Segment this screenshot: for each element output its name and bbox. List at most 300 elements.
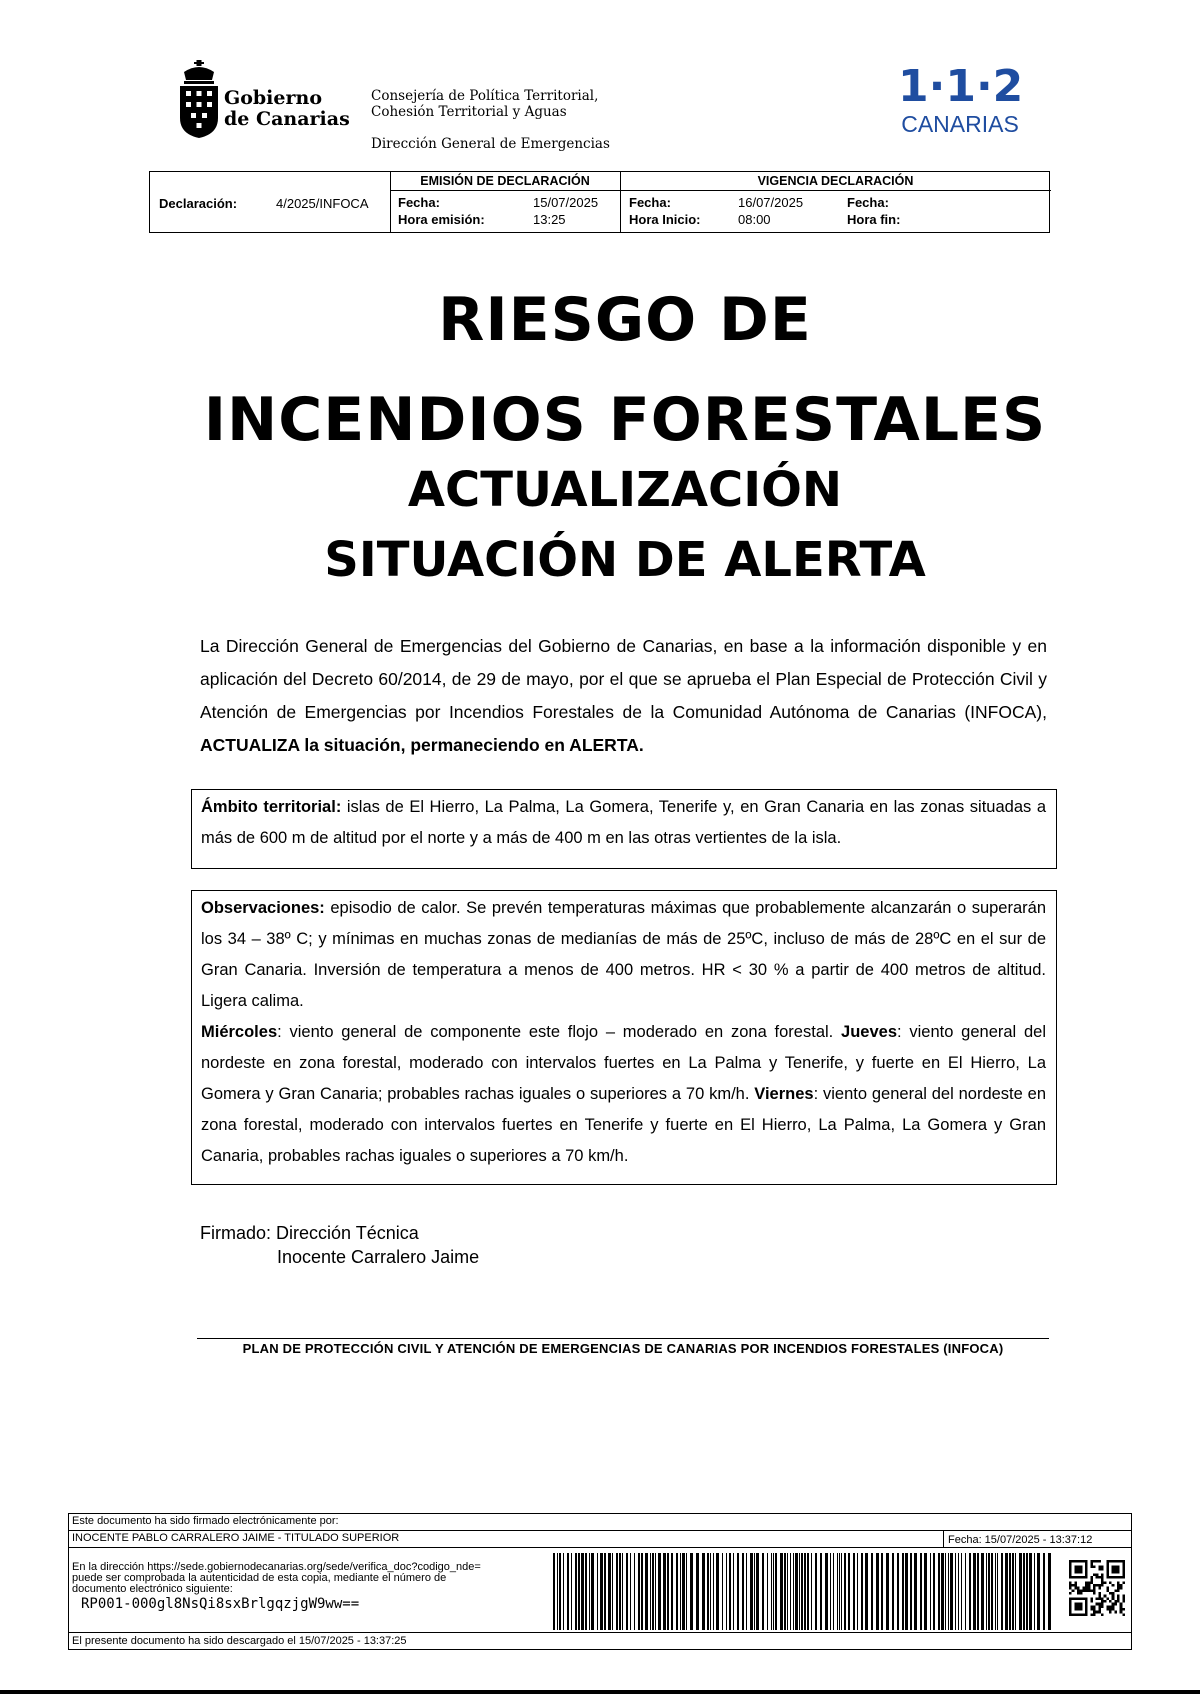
qr-module: [1088, 1581, 1091, 1584]
barcode-bar: [920, 1553, 922, 1630]
barcode-bar: [1026, 1553, 1028, 1630]
qr-module: [1093, 1611, 1096, 1614]
qr-module: [1096, 1576, 1099, 1579]
qr-module: [1090, 1565, 1093, 1568]
qr-module: [1074, 1587, 1077, 1590]
intro-paragraph: [200, 630, 1047, 762]
firmado-line2: Inocente Carralero Jaime: [277, 1247, 480, 1267]
barcode-image: [553, 1553, 1053, 1630]
barcode-bar: [1012, 1553, 1014, 1630]
qr-module: [1093, 1573, 1096, 1576]
barcode-bar: [733, 1553, 734, 1630]
main-title: [0, 270, 1200, 470]
qr-module: [1114, 1589, 1117, 1592]
qr-module: [1106, 1589, 1109, 1592]
main-title-line1: RIESGO DE: [438, 285, 812, 355]
sig-divider: [69, 1547, 1131, 1548]
downloaded-note: El presente documento ha sido descargado el 15/07/2025 - 13:37:25: [72, 1635, 407, 1647]
barcode-bar: [807, 1553, 809, 1630]
logo-112-number: 1·1·2: [898, 61, 1024, 112]
qr-module: [1106, 1605, 1109, 1608]
barcode-bar: [557, 1553, 558, 1630]
barcode-bar: [622, 1553, 623, 1630]
barcode-bar: [1043, 1553, 1045, 1630]
intro-bold: ACTUALIZA la situación, permaneciendo en ALERTA.: [200, 735, 644, 755]
qr-module: [1101, 1600, 1104, 1603]
declaration-value: 4/2025/INFOCA: [276, 196, 369, 211]
qr-module: [1112, 1605, 1115, 1608]
barcode-bar: [773, 1553, 774, 1630]
barcode-bar: [857, 1553, 858, 1630]
qr-module: [1109, 1605, 1112, 1608]
qr-module: [1074, 1603, 1082, 1611]
barcode-bar: [902, 1553, 904, 1630]
qr-module: [1088, 1584, 1091, 1587]
signed-by-label: Este documento ha sido firmado electrónicamente por:: [72, 1515, 339, 1527]
barcode-bar: [969, 1553, 971, 1630]
barcode-bar: [1034, 1553, 1035, 1630]
subtitle-line2: SITUACIÓN DE ALERTA: [324, 532, 926, 588]
qr-module: [1090, 1589, 1093, 1592]
qr-module: [1093, 1587, 1096, 1590]
qr-module: [1120, 1587, 1123, 1590]
qr-module: [1117, 1600, 1120, 1603]
barcode-bar: [722, 1553, 723, 1630]
qr-module: [1069, 1584, 1072, 1587]
subtitle-line1: ACTUALIZACIÓN: [407, 462, 843, 518]
qr-module: [1104, 1600, 1107, 1603]
jueves-text: : viento general del nordeste en zona forestal, moderado con intervalos fuertes en La Palma y Tenerife, y fuerte en El Hierro, La Gomera y Gran Canaria; probables rachas iguales o superiores a 70 km/h.: [201, 1023, 1047, 1103]
firmado-line1: Firmado: Dirección Técnica: [200, 1223, 419, 1243]
barcode-bar: [841, 1553, 842, 1630]
barcode-bar: [945, 1553, 946, 1630]
qr-module: [1104, 1595, 1107, 1598]
barcode-bar: [750, 1553, 753, 1630]
barcode-bar: [762, 1553, 764, 1630]
barcode-bar: [973, 1553, 976, 1630]
qr-module: [1101, 1584, 1104, 1587]
barcode-bar: [600, 1553, 603, 1630]
barcode-bar: [737, 1553, 739, 1630]
barcode-bar: [690, 1553, 693, 1630]
qr-module: [1117, 1595, 1120, 1598]
consejeria: [371, 88, 598, 120]
qr-module: [1109, 1608, 1112, 1611]
emission-time-label: Hora emisión:: [398, 212, 485, 227]
qr-module: [1082, 1587, 1085, 1590]
qr-module: [1098, 1565, 1101, 1568]
qr-module: [1069, 1587, 1072, 1590]
barcode-bar: [986, 1553, 987, 1630]
qr-module: [1101, 1565, 1104, 1568]
barcode-bar: [585, 1553, 587, 1630]
ambito-box: [191, 789, 1057, 869]
barcode-bar: [897, 1553, 899, 1630]
qr-module: [1077, 1587, 1080, 1590]
verify-line2: puede ser comprobada la autenticidad de esta copia, mediante el número de: [72, 1572, 447, 1584]
qr-module: [1114, 1603, 1117, 1606]
qr-module: [1101, 1605, 1104, 1608]
observaciones-paragraph: [201, 893, 1046, 1017]
qr-module: [1122, 1581, 1125, 1584]
qr-module: [1093, 1560, 1096, 1563]
qr-module: [1109, 1592, 1112, 1595]
qr-module: [1112, 1597, 1115, 1600]
observaciones-label: Observaciones:: [201, 899, 325, 917]
main-title-line2: INCENDIOS FORESTALES: [203, 385, 1047, 455]
barcode-bar: [825, 1553, 828, 1630]
barcode-bar: [886, 1553, 889, 1630]
barcode-bar: [933, 1553, 935, 1630]
qr-module: [1090, 1560, 1093, 1563]
verify-line3: documento electrónico siguiente:: [72, 1583, 233, 1595]
qr-module: [1101, 1568, 1104, 1571]
qr-module: [1093, 1589, 1096, 1592]
qr-module: [1098, 1597, 1101, 1600]
barcode-bar: [710, 1553, 711, 1630]
plan-footer: PLAN DE PROTECCIÓN CIVIL Y ATENCIÓN DE EMERGENCIAS DE CANARIAS POR INCENDIOS FORESTALES (INFOCA): [242, 1341, 1004, 1356]
barcode-bar: [604, 1553, 606, 1630]
barcode-bar: [995, 1553, 996, 1630]
barcode-bar: [958, 1553, 959, 1630]
barcode-bar: [820, 1553, 822, 1630]
barcode-bar: [559, 1553, 561, 1630]
barcode-bar: [597, 1553, 598, 1630]
sig-divider: [69, 1632, 1131, 1633]
barcode-bar: [645, 1553, 648, 1630]
qr-module: [1114, 1600, 1117, 1603]
qr-module: [1114, 1611, 1117, 1614]
emission-time: 13:25: [533, 212, 566, 227]
qr-module: [1093, 1592, 1096, 1595]
intro-text: La Dirección General de Emergencias del Gobierno de Canarias, en base a la información disponible y en aplicación del Decreto 60/2014, de 29 de mayo, por el que se aprueba el Plan Especial de Protección Civil y Atención de Emergencias por Incendios Forestales de la Comunidad Autónoma de Canarias (INFOCA),: [200, 636, 1047, 722]
barcode-bar: [626, 1553, 628, 1630]
qr-module: [1098, 1584, 1101, 1587]
barcode-bar: [948, 1553, 949, 1630]
barcode-bar: [865, 1553, 868, 1630]
qr-module: [1117, 1597, 1120, 1600]
barcode-bar: [1023, 1553, 1025, 1630]
barcode-bar: [1005, 1553, 1008, 1630]
qr-module: [1093, 1613, 1096, 1616]
logo-112-text: CANARIAS: [901, 111, 1019, 137]
qr-module: [1098, 1605, 1101, 1608]
barcode-bar: [771, 1553, 772, 1630]
consejeria-line2: Cohesión Territorial y Aguas: [371, 104, 567, 120]
barcode-bar: [756, 1553, 759, 1630]
signature-block: [200, 1221, 479, 1269]
gobierno-logo-text: [224, 88, 350, 130]
barcode-bar: [1048, 1553, 1051, 1630]
barcode-bar: [608, 1553, 611, 1630]
barcode-bar: [1037, 1553, 1040, 1630]
barcode-bar: [726, 1553, 727, 1630]
qr-module: [1122, 1600, 1125, 1603]
qr-module: [1090, 1605, 1093, 1608]
footer-divider: [197, 1338, 1049, 1339]
barcode-bar: [696, 1553, 699, 1630]
barcode-bar: [961, 1553, 962, 1630]
qr-module: [1117, 1589, 1120, 1592]
barcode-bar: [663, 1553, 666, 1630]
barcode-bar: [650, 1553, 651, 1630]
barcode-bar: [830, 1553, 831, 1630]
qr-module: [1098, 1576, 1101, 1579]
qr-module: [1090, 1581, 1093, 1584]
barcode-bar: [680, 1553, 681, 1630]
qr-module: [1104, 1581, 1107, 1584]
qr-module: [1101, 1603, 1104, 1606]
start-time-label: Hora Inicio:: [629, 212, 701, 227]
gobierno-line1: Gobierno: [224, 87, 322, 109]
qr-module: [1093, 1605, 1096, 1608]
barcode-bar: [612, 1553, 613, 1630]
sig-divider: [943, 1530, 944, 1547]
qr-module: [1072, 1584, 1075, 1587]
logo-112: [898, 62, 1022, 136]
qr-module: [1090, 1576, 1093, 1579]
qr-module: [1085, 1587, 1088, 1590]
qr-module: [1122, 1595, 1125, 1598]
qr-module: [1093, 1608, 1096, 1611]
barcode-bar: [991, 1553, 993, 1630]
barcode-bar: [839, 1553, 840, 1630]
emission-date-label: Fecha:: [398, 195, 440, 210]
ambito-text: islas de El Hierro, La Palma, La Gomera, Tenerife y, en Gran Canaria en las zonas situadas a más de 600 m de altitud por el norte y a más de 400 m en las otras vertientes de la isla.: [201, 798, 1046, 847]
qr-module: [1088, 1589, 1091, 1592]
miercoles-label: Miércoles: [201, 1023, 278, 1041]
qr-module: [1101, 1579, 1104, 1582]
miercoles-text: : viento general de componente este flojo – moderado en zona forestal.: [277, 1023, 842, 1041]
qr-module: [1120, 1608, 1123, 1611]
barcode-bar: [767, 1553, 768, 1630]
qr-module: [1106, 1597, 1109, 1600]
qr-module: [1112, 1592, 1115, 1595]
direccion-general: Dirección General de Emergencias: [371, 136, 610, 152]
barcode-bar: [591, 1553, 594, 1630]
qr-module: [1101, 1573, 1104, 1576]
qr-module: [1096, 1611, 1099, 1614]
consejeria-line1: Consejería de Política Territorial,: [371, 88, 599, 104]
qr-code-image: [1069, 1560, 1125, 1616]
qr-module: [1096, 1573, 1099, 1576]
barcode-bar: [938, 1553, 940, 1630]
end-date-label: Fecha:: [847, 195, 889, 210]
table-divider: [390, 190, 1051, 191]
barcode-bar: [790, 1553, 791, 1630]
qr-module: [1098, 1603, 1101, 1606]
observaciones-box: [191, 890, 1057, 1185]
gobierno-line2: de Canarias: [224, 108, 350, 130]
qr-module: [1101, 1597, 1104, 1600]
qr-module: [1098, 1560, 1101, 1563]
barcode-bar: [754, 1553, 755, 1630]
ambito-label: Ámbito territorial:: [201, 798, 342, 816]
declaration-label: Declaración:: [159, 196, 238, 211]
document-code: RP001-000gl8NsQi8sxBrlgqzjgW9ww==: [81, 1596, 360, 1612]
qr-module: [1085, 1589, 1088, 1592]
barcode-bar: [861, 1553, 863, 1630]
barcode-bar: [780, 1553, 783, 1630]
jueves-label: Jueves: [841, 1023, 897, 1041]
qr-module: [1098, 1595, 1101, 1598]
wind-forecast-paragraph: [201, 1017, 1046, 1172]
barcode-bar: [950, 1553, 953, 1630]
verify-line1: En la dirección https://sede.gobiernodecanarias.org/sede/verifica_doc?codigo_nde=: [72, 1561, 481, 1573]
qr-module: [1098, 1587, 1101, 1590]
barcode-bar: [1001, 1553, 1003, 1630]
barcode-bar: [930, 1553, 931, 1630]
qr-module: [1077, 1592, 1080, 1595]
barcode-bar: [1009, 1553, 1011, 1630]
validity-header: VIGENCIA DECLARACIÓN: [757, 174, 914, 188]
barcode-bar: [716, 1553, 719, 1630]
barcode-bar: [811, 1553, 812, 1630]
qr-module: [1074, 1581, 1077, 1584]
qr-module: [1098, 1568, 1101, 1571]
qr-module: [1096, 1584, 1099, 1587]
barcode-bar: [871, 1553, 873, 1630]
qr-module: [1112, 1595, 1115, 1598]
qr-module: [1082, 1589, 1085, 1592]
qr-module: [1101, 1581, 1104, 1584]
qr-module: [1090, 1613, 1093, 1616]
qr-module: [1090, 1600, 1093, 1603]
qr-module: [1096, 1603, 1099, 1606]
barcode-bar: [682, 1553, 685, 1630]
barcode-bar: [563, 1553, 564, 1630]
qr-module: [1120, 1603, 1123, 1606]
emission-date: 15/07/2025: [533, 195, 599, 210]
start-date: 16/07/2025: [738, 195, 804, 210]
electronic-signature-box: [68, 1513, 1132, 1650]
barcode-bar: [997, 1553, 998, 1630]
barcode-bar: [658, 1553, 661, 1630]
barcode-bar: [924, 1553, 927, 1630]
barcode-bar: [977, 1553, 979, 1630]
barcode-bar: [1019, 1553, 1022, 1630]
qr-module: [1093, 1565, 1096, 1568]
barcode-bar: [941, 1553, 944, 1630]
qr-module: [1120, 1605, 1123, 1608]
barcode-bar: [910, 1553, 912, 1630]
barcode-bar: [686, 1553, 687, 1630]
qr-module: [1109, 1581, 1112, 1584]
barcode-bar: [729, 1553, 731, 1630]
qr-module: [1098, 1611, 1101, 1614]
qr-module: [1098, 1608, 1101, 1611]
qr-module: [1085, 1584, 1088, 1587]
barcode-bar: [571, 1553, 572, 1630]
sig-divider: [69, 1530, 1131, 1531]
barcode-bar: [746, 1553, 747, 1630]
barcode-bar: [567, 1553, 569, 1630]
barcode-bar: [553, 1553, 555, 1630]
barcode-bar: [784, 1553, 786, 1630]
barcode-bar: [707, 1553, 709, 1630]
qr-module: [1106, 1587, 1109, 1590]
barcode-bar: [793, 1553, 794, 1630]
qr-module: [1080, 1589, 1083, 1592]
qr-module: [1122, 1608, 1125, 1611]
qr-module: [1090, 1597, 1093, 1600]
barcode-bar: [1029, 1553, 1032, 1630]
viernes-text: : viento general del nordeste en zona forestal, moderado con intervalos fuertes en Tenerife y fuerte en El Hierro, La Palma, La Gomera y Gran Canaria, probables rachas iguales o superiores a 70 km/h.: [201, 1085, 1046, 1165]
qr-module: [1077, 1589, 1080, 1592]
barcode-bar: [799, 1553, 800, 1630]
barcode-bar: [641, 1553, 643, 1630]
barcode-bar: [981, 1553, 984, 1630]
qr-module: [1069, 1581, 1072, 1584]
qr-module: [1112, 1603, 1115, 1606]
start-time: 08:00: [738, 212, 771, 227]
qr-module: [1074, 1565, 1082, 1573]
barcode-bar: [801, 1553, 803, 1630]
qr-module: [1085, 1581, 1088, 1584]
barcode-bar: [815, 1553, 817, 1630]
qr-module: [1101, 1576, 1104, 1579]
qr-module: [1122, 1597, 1125, 1600]
qr-module: [1112, 1608, 1115, 1611]
qr-module: [1122, 1613, 1125, 1616]
declaration-table: [149, 171, 1050, 233]
qr-module: [1120, 1584, 1123, 1587]
qr-module: [1069, 1592, 1072, 1595]
barcode-bar: [892, 1553, 894, 1630]
barcode-bar: [589, 1553, 590, 1630]
barcode-bar: [775, 1553, 777, 1630]
barcode-bar: [676, 1553, 678, 1630]
qr-module: [1120, 1611, 1123, 1614]
barcode-bar: [742, 1553, 744, 1630]
qr-module: [1117, 1584, 1120, 1587]
barcode-bar: [702, 1553, 705, 1630]
barcode-bar: [853, 1553, 855, 1630]
end-time-label: Hora fin:: [847, 212, 901, 227]
emission-header: EMISIÓN DE DECLARACIÓN: [420, 174, 590, 188]
qr-module: [1117, 1587, 1120, 1590]
barcode-bar: [619, 1553, 621, 1630]
qr-module: [1074, 1584, 1077, 1587]
barcode-bar: [914, 1553, 917, 1630]
qr-module: [1117, 1581, 1120, 1584]
barcode-bar: [634, 1553, 635, 1630]
barcode-bar: [581, 1553, 584, 1630]
signature-date: Fecha: 15/07/2025 - 13:37:12: [948, 1534, 1093, 1546]
start-date-label: Fecha:: [629, 195, 671, 210]
barcode-bar: [667, 1553, 669, 1630]
qr-module: [1112, 1565, 1120, 1573]
signer: INOCENTE PABLO CARRALERO JAIME - TITULADO SUPERIOR: [72, 1532, 400, 1544]
qr-module: [1098, 1592, 1101, 1595]
qr-module: [1109, 1600, 1112, 1603]
barcode-bar: [876, 1553, 879, 1630]
qr-module: [1106, 1608, 1109, 1611]
qr-module: [1112, 1584, 1115, 1587]
qr-module: [1096, 1560, 1099, 1563]
barcode-bar: [655, 1553, 656, 1630]
barcode-bar: [787, 1553, 788, 1630]
subtitle: [0, 455, 1200, 595]
barcode-bar: [578, 1553, 580, 1630]
qr-module: [1090, 1563, 1093, 1566]
barcode-bar: [965, 1553, 966, 1630]
barcode-bar: [837, 1553, 838, 1630]
qr-module: [1090, 1608, 1093, 1611]
qr-module: [1080, 1592, 1083, 1595]
barcode-bar: [988, 1553, 990, 1630]
qr-module: [1096, 1597, 1099, 1600]
